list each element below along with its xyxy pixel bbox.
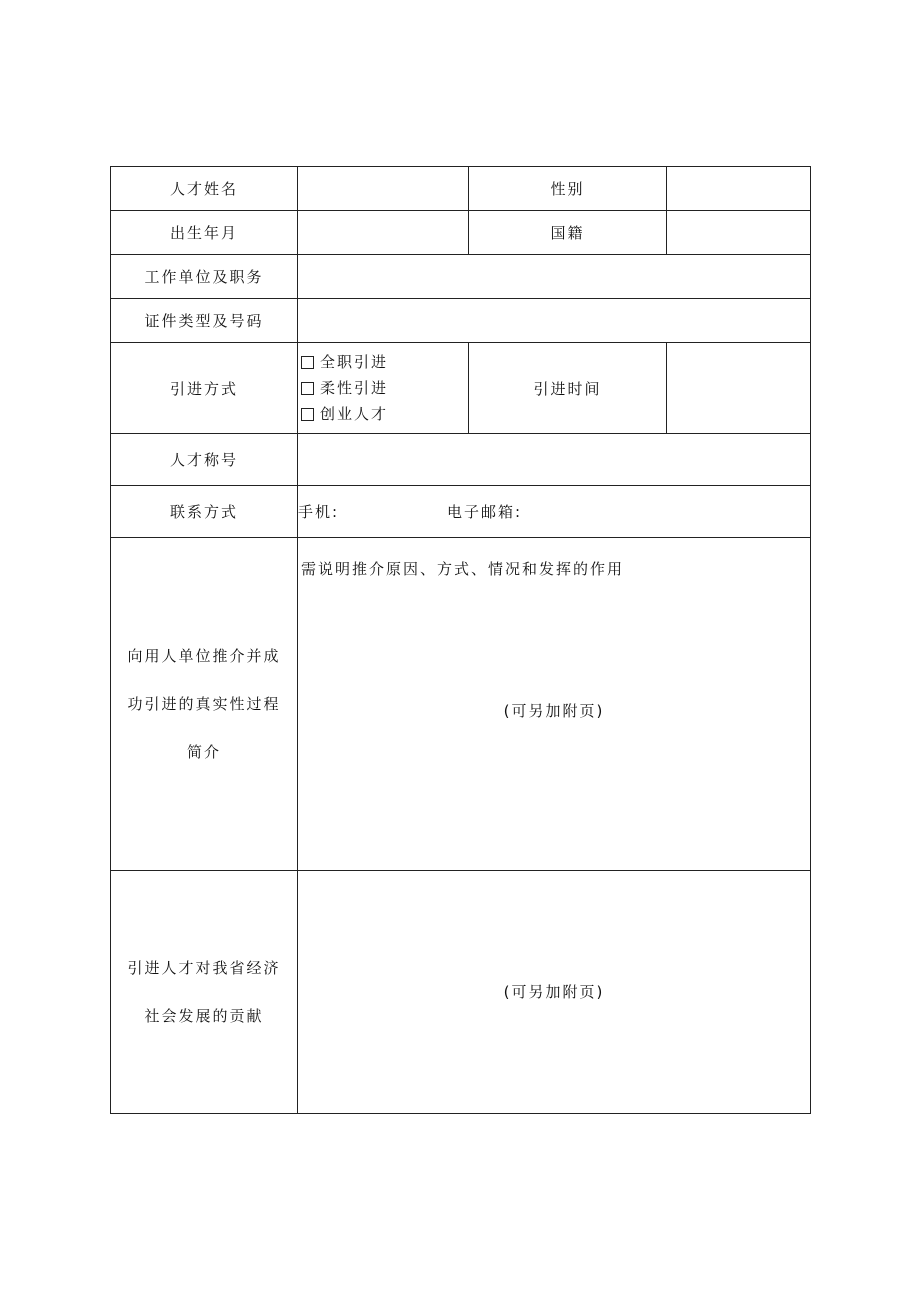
name-field[interactable] (298, 167, 469, 211)
contribution-label-line: 引进人才对我省经济 (127, 959, 281, 977)
employer-field[interactable] (298, 255, 811, 299)
name-label: 人才姓名 (111, 167, 298, 211)
id-label: 证件类型及号码 (111, 299, 298, 343)
contribution-label-line: 社会发展的贡献 (144, 1007, 264, 1025)
option-flexible[interactable] (301, 375, 468, 401)
row-title (111, 434, 811, 486)
row-contact (111, 486, 811, 538)
contact-field[interactable] (298, 486, 811, 538)
process-label (111, 538, 298, 871)
talent-form-table (110, 166, 811, 1114)
row-contribution (111, 871, 811, 1114)
row-birth-nationality (111, 211, 811, 255)
nationality-field[interactable] (667, 211, 811, 255)
process-attach-note: (可另加附页) (503, 702, 605, 720)
row-employer (111, 255, 811, 299)
process-label-line: 功引进的真实性过程 (127, 695, 281, 713)
row-name-gender (111, 167, 811, 211)
phone-label: 手机: (298, 503, 340, 521)
checkbox-icon[interactable] (301, 382, 314, 395)
gender-label: 性别 (469, 167, 667, 211)
option-entrepreneur-label: 创业人才 (320, 405, 389, 423)
process-label-line: 向用人单位推介并成 (127, 647, 281, 665)
nationality-label: 国籍 (469, 211, 667, 255)
row-process (111, 538, 811, 871)
title-field[interactable] (298, 434, 811, 486)
contribution-field[interactable] (298, 871, 811, 1114)
process-label-line: 简介 (186, 743, 221, 761)
birth-label: 出生年月 (111, 211, 298, 255)
introduction-mode-label: 引进方式 (111, 343, 298, 434)
option-flexible-label: 柔性引进 (320, 379, 389, 397)
option-fulltime[interactable] (301, 349, 468, 375)
introduction-time-label: 引进时间 (469, 343, 667, 434)
email-label: 电子邮箱: (447, 503, 523, 521)
id-field[interactable] (298, 299, 811, 343)
introduction-time-field[interactable] (667, 343, 811, 434)
option-fulltime-label: 全职引进 (320, 353, 389, 371)
checkbox-icon[interactable] (301, 408, 314, 421)
contribution-attach-note: (可另加附页) (503, 983, 605, 1001)
checkbox-icon[interactable] (301, 356, 314, 369)
contribution-label (111, 871, 298, 1114)
contact-label: 联系方式 (111, 486, 298, 538)
gender-field[interactable] (667, 167, 811, 211)
row-id (111, 299, 811, 343)
introduction-mode-options (298, 343, 469, 434)
employer-label: 工作单位及职务 (111, 255, 298, 299)
process-note: 需说明推介原因、方式、情况和发挥的作用 (301, 560, 625, 578)
option-entrepreneur[interactable] (301, 401, 468, 427)
birth-field[interactable] (298, 211, 469, 255)
row-introduction (111, 343, 811, 434)
process-field[interactable] (298, 538, 811, 871)
title-label: 人才称号 (111, 434, 298, 486)
checkbox-list (298, 349, 468, 427)
